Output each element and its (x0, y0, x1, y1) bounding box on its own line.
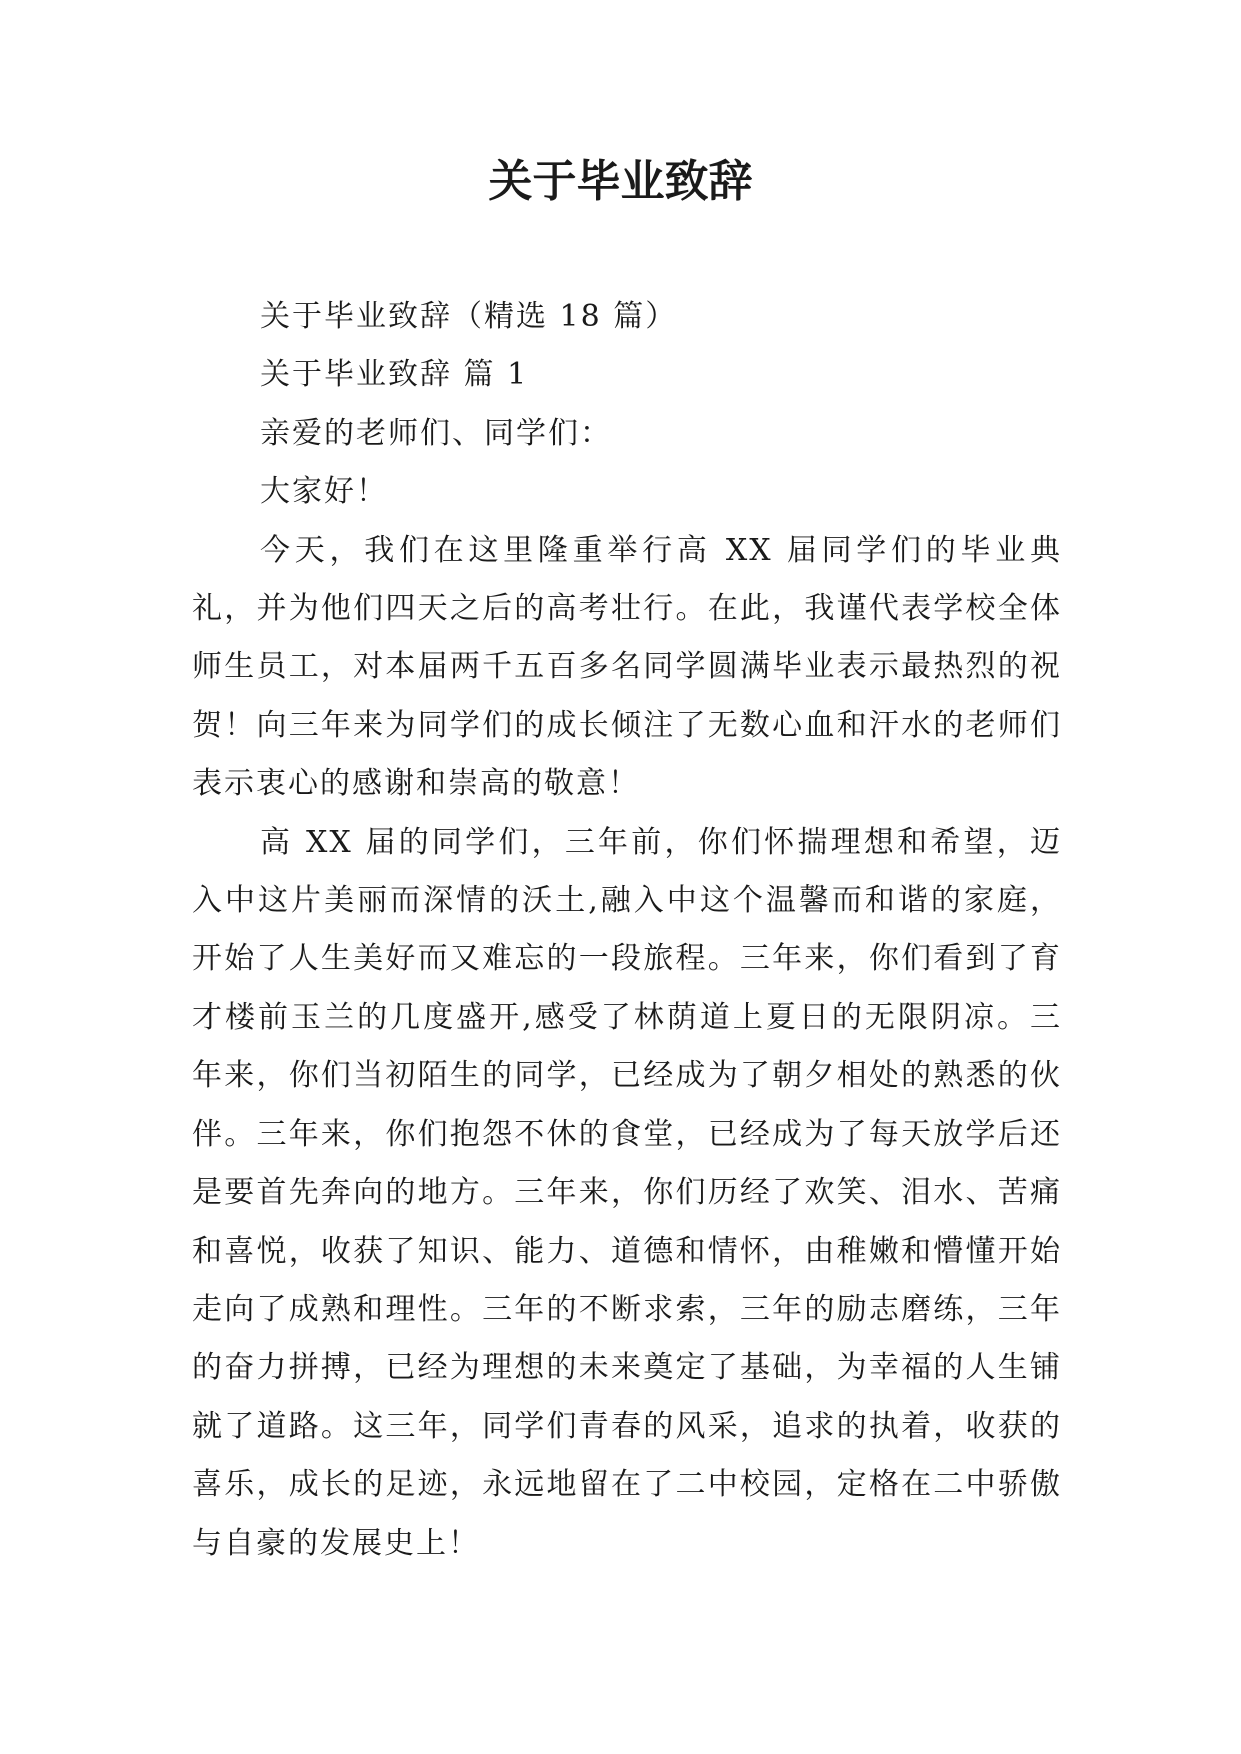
document-title: 关于毕业致辞 (488, 156, 753, 207)
salutation-paragraph: 亲爱的老师们、同学们： (260, 415, 612, 451)
body-paragraph: 高 XX 届的同学们，三年前，你们怀揣理想和希望，迈入中这片美丽而深情的沃土,融入中这个温馨而和谐的家庭，开始了人生美好而又难忘的一段旅程。三年来，你们看到了育才楼前玉兰的几度盛开,感受了林荫道上夏日的无限阴凉。三年来，你们当初陌生的同学，已经成为了朝夕相处的熟悉的伙伴。三年来，你们抱怨不休的食堂，已经成为了每天放学后还是要首先奔向的地方。三年来，你们历经了欢笑、泪水、苦痛和喜悦，收获了知识、能力、道德和情怀，由稚嫩和懵懂开始走向了成熟和理性。三年的不断求索，三年的励志磨练，三年的奋力拼搏，已经为理想的未来奠定了基础，为幸福的人生铺就了道路。这三年，同学们青春的风采，追求的执着，收获的喜乐，成长的足迹，永远地留在了二中校园，定格在二中骄傲与自豪的发展史上！ (192, 824, 1062, 1561)
body-paragraph: 今天，我们在这里隆重举行高 XX 届同学们的毕业典礼，并为他们四天之后的高考壮行。在此，我谨代表学校全体师生员工，对本届两千五百多名同学圆满毕业表示最热烈的祝贺！向三年来为同学们的成长倾注了无数心血和汗水的老师们表示衷心的感谢和崇高的敬意！ (192, 532, 1062, 802)
section-heading: 关于毕业致辞 篇 1 (260, 357, 529, 393)
document-body (192, 288, 1062, 1573)
greeting-paragraph: 大家好！ (260, 474, 388, 510)
subtitle-paragraph: 关于毕业致辞（精选 18 篇） (260, 299, 678, 334)
